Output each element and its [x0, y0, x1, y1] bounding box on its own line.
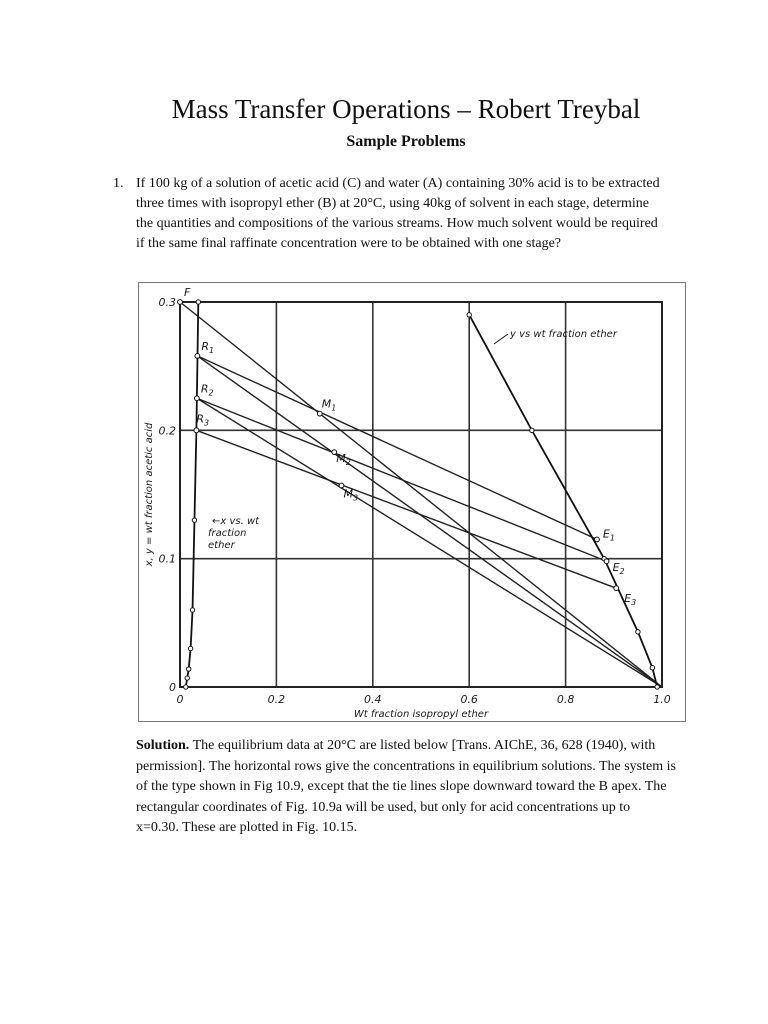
- solution-paragraph: [136, 736, 676, 839]
- point-label-R1: $R_1$: [201, 339, 215, 355]
- tie-line-R3-E3: [196, 430, 616, 588]
- series-1-point-4: [530, 428, 534, 432]
- problem-number: 1.: [113, 176, 124, 191]
- series-label-y-leader: [494, 334, 508, 344]
- chart-svg: [138, 282, 686, 722]
- series-0-point-4: [190, 608, 194, 612]
- page-subtitle: Sample Problems: [346, 133, 466, 150]
- point-label-E1: $E_1$: [602, 527, 615, 543]
- point-R2: [194, 396, 199, 401]
- series-label-x-line2: fraction: [208, 528, 247, 539]
- solution-text: The equilibrium data at 20°C are listed below [Trans. AIChE, 36, 628 (1940), with permission]. The horizontal rows give the concentrations in equilibrium solutions. The system is of the type shown in Fig 10.9, except that the tie lines slope downward toward the B apex. The rectangular coordinates of Fig. 10.9a will be used, but only for acid concentrations up to x=0.30. These are plotted in Fig. 10.15.: [136, 738, 676, 835]
- tie-line-R1-E1: [197, 356, 597, 540]
- x-tick-label-3: 0.6: [460, 693, 478, 706]
- series-curve-0: [186, 302, 199, 687]
- point-label-M2: $M_2$: [336, 452, 351, 468]
- ternary-chart: [138, 282, 686, 722]
- tie-line-R2-B: [197, 398, 662, 687]
- y-tick-label-3: 0.3: [158, 296, 176, 309]
- point-label-E3: $E_3$: [624, 592, 637, 608]
- y-axis-label: x, y = wt fraction acetic acid: [144, 422, 155, 567]
- point-label-E2: $E_2$: [612, 561, 625, 577]
- y-tick-label-0: 0: [169, 681, 176, 694]
- series-0-point-3: [188, 646, 192, 650]
- series-curve-1: [469, 315, 657, 687]
- x-tick-label-0: 0: [176, 693, 184, 706]
- point-E2: [604, 559, 609, 564]
- x-tick-label-1: 0.2: [267, 693, 286, 706]
- tie-line-R1-B: [197, 356, 662, 687]
- point-label-F: F: [184, 286, 191, 299]
- series-1-point-5: [467, 313, 471, 317]
- y-tick-label-1: 0.1: [158, 552, 176, 566]
- tie-line-F-B: [180, 302, 662, 687]
- x-tick-label-4: 0.8: [556, 693, 575, 706]
- tie-line-R2-E2: [197, 398, 607, 561]
- point-F: [178, 300, 183, 305]
- point-R1: [195, 354, 200, 359]
- figure-frame: [139, 283, 686, 722]
- point-label-M1: $M_1$: [321, 397, 337, 413]
- point-E1: [595, 537, 600, 542]
- series-0-point-0: [184, 685, 188, 689]
- series-1-point-1: [650, 666, 654, 670]
- point-M1: [317, 411, 322, 416]
- point-E3: [614, 586, 619, 591]
- x-axis-label: Wt fraction isopropyl ether: [353, 709, 489, 720]
- series-0-point-1: [185, 676, 189, 680]
- point-label-R3: $R_3$: [196, 412, 210, 428]
- solution-label: Solution.: [136, 738, 190, 753]
- point-label-R2: $R_2$: [200, 382, 214, 398]
- point-R3: [194, 428, 199, 433]
- problem-text: If 100 kg of a solution of acetic acid (C) and water (A) containing 30% acid is to be extracted three times with isopropyl ether (B) at 20°C, using 40kg of solvent in each stage, determine the quantities and compositions of the various streams. How much solvent would be required if the same final raffinate concentration were to be obtained with one stage?: [136, 176, 660, 251]
- series-1-point-2: [636, 630, 640, 634]
- y-tick-label-2: 0.2: [158, 424, 176, 438]
- series-label-x-line1: ←x vs. wt: [212, 516, 260, 527]
- point-label-M3: $M_3$: [343, 487, 359, 503]
- x-tick-label-5: 1.0: [653, 693, 671, 706]
- page-title: Mass Transfer Operations – Robert Treybal: [171, 94, 641, 124]
- series-0-point-5: [192, 518, 196, 522]
- series-label-y: y vs wt fraction ether: [510, 329, 617, 340]
- series-1-point-0: [655, 685, 659, 689]
- x-tick-label-2: 0.4: [364, 693, 382, 706]
- series-0-point-7: [196, 300, 200, 304]
- series-label-x-line3: ether: [208, 540, 235, 551]
- series-0-point-2: [186, 667, 190, 671]
